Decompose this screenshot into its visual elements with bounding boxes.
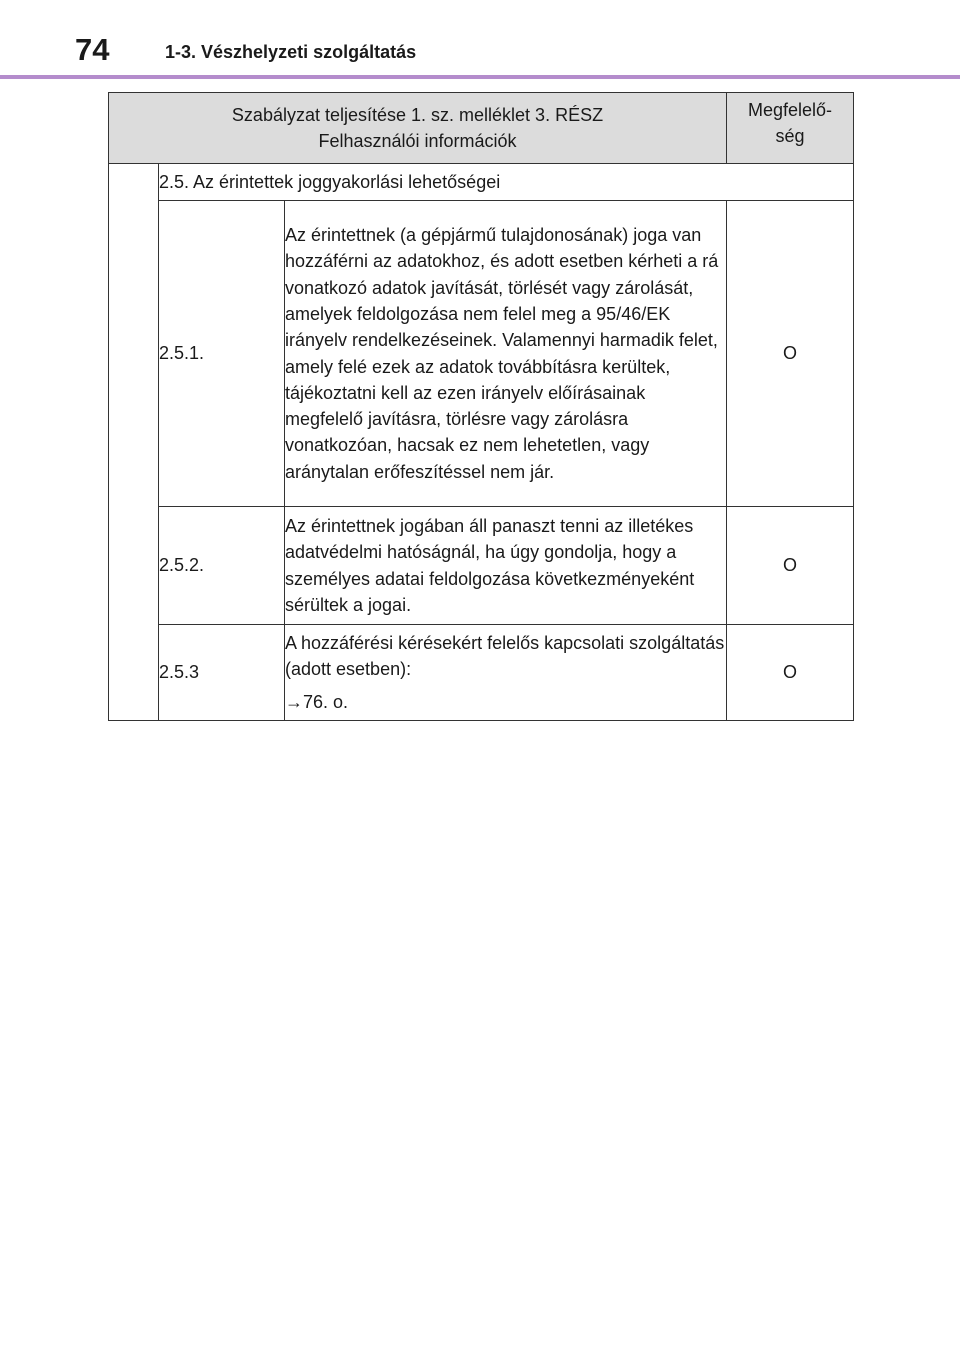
header-compliance-line2: ség	[775, 126, 805, 146]
indent-cell	[109, 164, 159, 721]
header-policy-line2: Felhasználói információk	[318, 131, 517, 151]
header-rule	[0, 75, 960, 79]
row-description	[285, 625, 727, 721]
compliance-table	[108, 92, 854, 721]
page-header	[0, 0, 960, 80]
section-heading: 2.5. Az érintettek joggyakorlási lehetőségei	[159, 164, 854, 201]
page-reference: →76. o.	[285, 691, 349, 712]
row-text: Az érintettnek (a gépjármű tulajdonosának) joga van hozzáférni az adatokhoz, és adott esetben kérheti a rá vonatkozó adatok javítását, törlését vagy zárolását, amelyek feldolgozása nem felel meg a 95/46/EK irányelv rendelkezéseinek. Valamennyi harmadik felet, amely felé ezek az adatok továbbításra kerültek, tájékoztatni kell az ezen irányelv előírásainak megfelelő javításra, törlésre vagy zárolásra vonatkozóan, hacsak ez nem lehetetlen, vagy aránytalan erőfeszítéssel nem jár.	[285, 225, 719, 482]
row-status: O	[727, 625, 854, 721]
table-header-compliance	[727, 93, 854, 164]
header-policy-line1: Szabályzat teljesítése 1. sz. melléklet 3. RÉSZ	[231, 105, 604, 125]
table-header-policy	[109, 93, 727, 164]
table-header-row	[109, 93, 854, 164]
section-title: 1-3. Vészhelyzeti szolgáltatás	[165, 42, 417, 62]
header-compliance-line1: Megfelelő-	[747, 100, 833, 120]
row-text: A hozzáférési kérésekért felelős kapcsolati szolgáltatás (adott esetben):	[285, 633, 725, 680]
table-row	[109, 201, 854, 507]
section-row	[109, 164, 854, 201]
row-number: 2.5.3	[159, 625, 285, 721]
row-text: Az érintettnek jogában áll panaszt tenni az illetékes adatvédelmi hatóságnál, ha úgy gondolja, hogy a személyes adatai feldolgozása következményeként sérültek a jogai.	[285, 515, 695, 615]
row-number: 2.5.1.	[159, 201, 285, 507]
page-number: 74	[75, 32, 110, 67]
table-row	[109, 625, 854, 721]
row-description	[285, 201, 727, 507]
row-description	[285, 507, 727, 625]
row-number: 2.5.2.	[159, 507, 285, 625]
row-status: O	[727, 201, 854, 507]
row-status: O	[727, 507, 854, 625]
table-row	[109, 507, 854, 625]
